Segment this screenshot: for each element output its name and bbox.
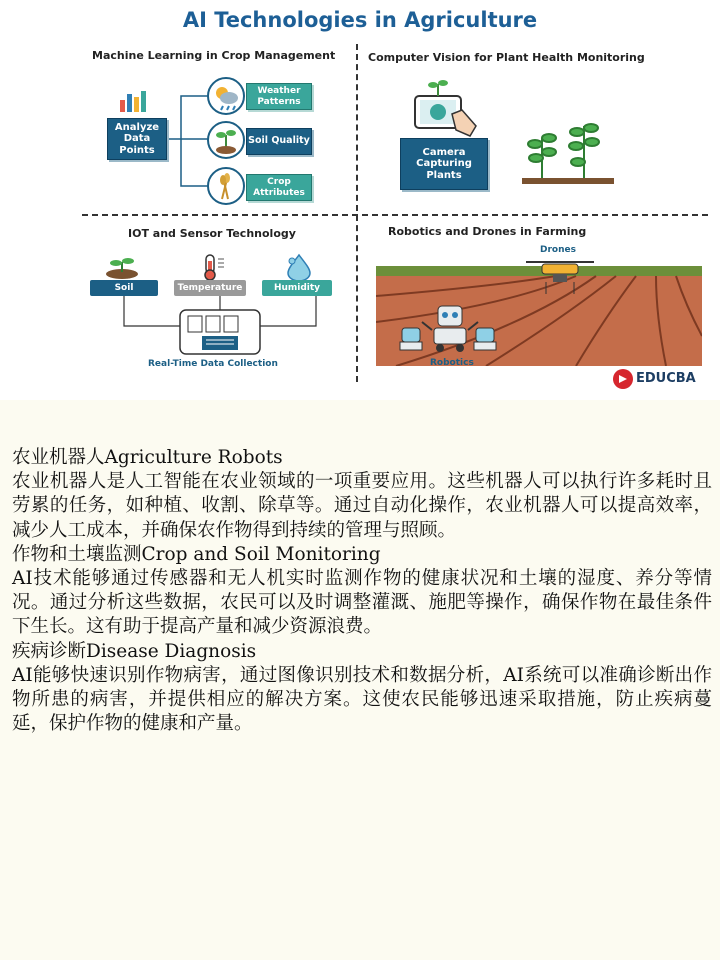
robotics-label: Robotics — [430, 358, 474, 368]
robotics-section-title: Robotics and Drones in Farming — [388, 225, 587, 238]
section-heading: 作物和土壤监测Crop and Soil Monitoring — [12, 543, 381, 565]
realtime-caption: Real-Time Data Collection — [148, 359, 278, 369]
farm-field-illustration — [376, 256, 702, 366]
temperature-label: Temperature — [174, 280, 246, 296]
iot-section-title: IOT and Sensor Technology — [128, 227, 296, 240]
humidity-icon — [282, 252, 316, 282]
section-heading: 疾病诊断Disease Diagnosis — [12, 640, 257, 662]
infographic-title: AI Technologies in Agriculture — [182, 8, 538, 32]
drones-label: Drones — [540, 245, 576, 255]
data-collection-graphic — [120, 296, 320, 358]
soil-quality-label: Soil Quality — [246, 128, 312, 155]
ml-section-title: Machine Learning in Crop Management — [92, 49, 336, 62]
humidity-label: Humidity — [262, 280, 332, 296]
section-paragraph: 农业机器人是人工智能在农业领域的一项重要应用。这些机器人可以执行许多耗时且劳累的任务，如种植、收割、除草等。通过自动化操作，农业机器人可以提高效率，减少人工成本，并确保农作物得到持续的管理与照顾。 — [12, 471, 712, 541]
thermometer-icon — [196, 253, 230, 281]
article-body — [12, 446, 712, 736]
horizontal-divider — [82, 214, 708, 216]
educba-logo-icon — [612, 368, 634, 390]
section-paragraph: AI技术能够通过传感器和无人机实时监测作物的健康状况和土壤的湿度、养分等情况。通过分析这些数据，农民可以及时调整灌溉、施肥等操作，确保作物在最佳条件下生长。这有助于提高产量和减少资源浪费。 — [12, 568, 712, 638]
camera-capturing-box: Camera Capturing Plants — [400, 138, 488, 190]
bar-chart-icon — [118, 88, 148, 114]
section-heading: 农业机器人Agriculture Robots — [12, 447, 283, 468]
soil-label: Soil — [90, 280, 158, 296]
connector-lines — [167, 90, 211, 200]
tablet-touch-icon — [412, 78, 482, 140]
soil-sensor-icon — [102, 254, 142, 280]
weather-icon — [207, 77, 245, 115]
cv-section-title: Computer Vision for Plant Health Monitoring — [368, 51, 645, 64]
crop-attributes-label: Crop Attributes — [246, 174, 312, 201]
plants-icon — [522, 118, 614, 188]
soil-quality-icon — [207, 121, 245, 159]
infographic — [0, 0, 720, 400]
weather-patterns-label: Weather Patterns — [246, 83, 312, 110]
vertical-divider — [356, 44, 358, 382]
analyze-data-box: Analyze Data Points — [107, 118, 167, 160]
crop-icon — [207, 167, 245, 205]
educba-logo-text: EDUCBA — [636, 371, 696, 386]
section-paragraph: AI能够快速识别作物病害，通过图像识别技术和数据分析，AI系统可以准确诊断出作物所患的病害，并提供相应的解决方案。这使农民能够迅速采取措施，防止疾病蔓延，保护作物的健康和产量。 — [12, 664, 712, 735]
